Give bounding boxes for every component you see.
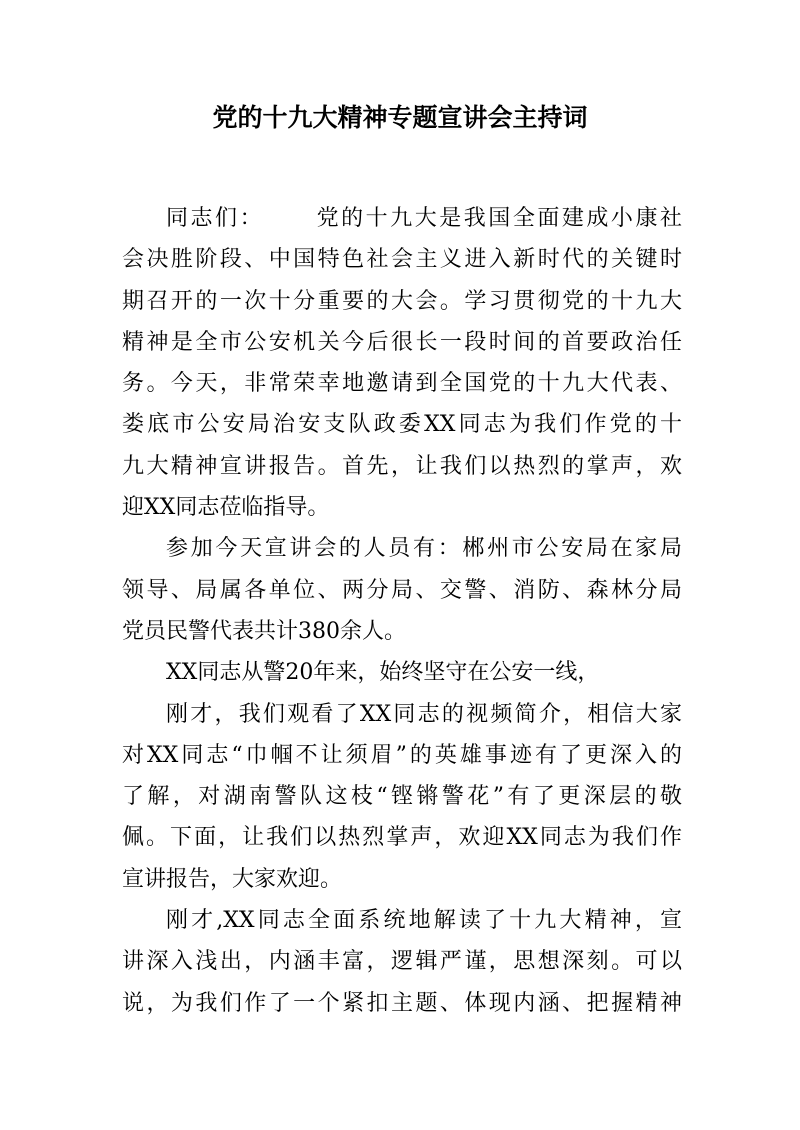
text-line: 九大精神宣讲报告。首先，让我们以热烈的掌声，欢 <box>122 453 682 479</box>
text-line: 务。今天，非常荣幸地邀请到全国党的十九大代表、 <box>122 371 682 397</box>
paragraph <box>122 694 682 900</box>
paragraph <box>122 198 682 528</box>
paragraph <box>122 900 682 1024</box>
text-line: 迎XX同志莅临指导。 <box>122 495 330 521</box>
paragraph <box>122 528 682 652</box>
text-line: 佩。下面，让我们以热烈掌声，欢迎XX同志为我们作 <box>122 825 682 851</box>
text-line <box>122 198 682 239</box>
text-line: 说，为我们作了一个紧扣主题、体现内涵、把握精神 <box>122 990 682 1016</box>
text-line: 刚才，我们观看了XX同志的视频简介，相信大家 <box>166 701 682 727</box>
text-line-content: 党的十九大是我国全面建成小康社 <box>314 206 682 231</box>
document-title: 党的十九大精神专题宣讲会主持词 <box>212 103 588 132</box>
text-line: 会决胜阶段、中国特色社会主义进入新时代的关键时 <box>122 247 682 273</box>
text-line: 刚才,XX同志全面系统地解读了十九大精神，宣 <box>166 908 682 934</box>
text-line: 了解，对湖南警队这枝“铿锵警花”有了更深层的敬 <box>122 784 682 810</box>
text-line: 对XX同志“巾帼不让须眉”的英雄事迹有了更深入的 <box>122 742 682 768</box>
text-line: 领导、局属各单位、两分局、交警、消防、森林分局 <box>122 577 682 603</box>
text-line: 精神是全市公安机关今后很长一段时间的首要政治任 <box>122 329 682 355</box>
text-line: 娄底市公安局治安支队政委XX同志为我们作党的十 <box>122 412 682 438</box>
document-body <box>122 198 682 1024</box>
salutation: 同志们： <box>166 206 265 231</box>
paragraph <box>122 652 682 693</box>
text-line: 宣讲报告，大家欢迎。 <box>122 866 343 892</box>
text-line: 参加今天宣讲会的人员有：郴州市公安局在家局 <box>166 536 682 562</box>
text-line: 讲深入浅出，内涵丰富，逻辑严谨，思想深刻。可以 <box>122 949 682 975</box>
text-line: 党员民警代表共计380余人。 <box>122 618 406 644</box>
text-line: XX同志从警20年来，始终坚守在公安一线， <box>166 660 600 686</box>
text-line: 期召开的一次十分重要的大会。学习贯彻党的十九大 <box>122 288 682 314</box>
